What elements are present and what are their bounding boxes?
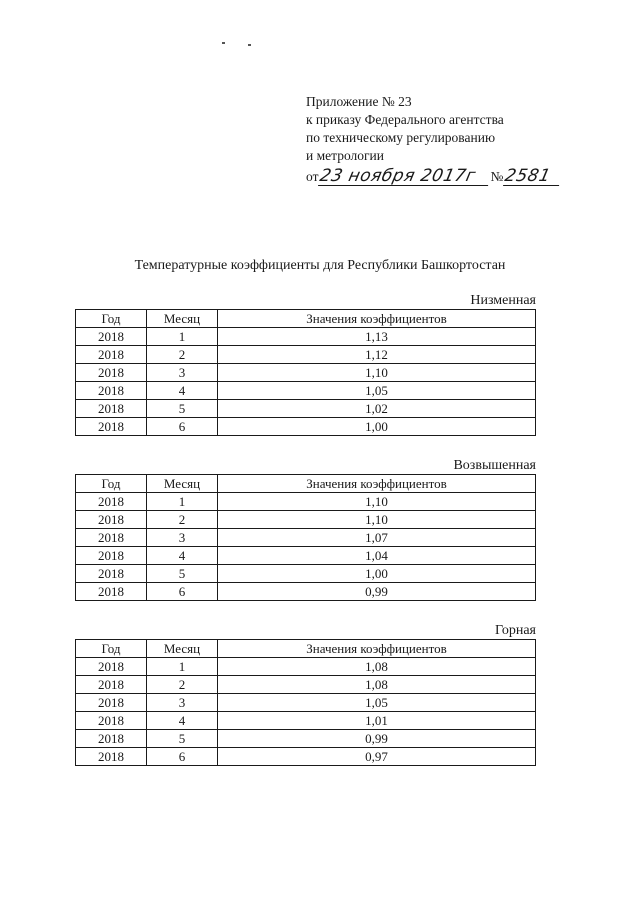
value-cell: 1,05 <box>218 382 536 400</box>
table-row <box>76 493 536 511</box>
value-cell: 1,08 <box>218 676 536 694</box>
year-cell: 2018 <box>76 346 147 364</box>
month-cell: 4 <box>147 712 218 730</box>
value-cell: 1,08 <box>218 658 536 676</box>
table-row <box>76 364 536 382</box>
number-prefix: № <box>490 169 504 184</box>
year-cell: 2018 <box>76 712 147 730</box>
year-column-header: Год <box>76 640 147 658</box>
month-cell: 3 <box>147 694 218 712</box>
table-row <box>76 511 536 529</box>
month-cell: 6 <box>147 748 218 766</box>
month-cell: 1 <box>147 328 218 346</box>
order-date-number <box>306 167 561 186</box>
table-section-mountain <box>75 623 536 766</box>
table-row <box>76 748 536 766</box>
coefficients-table <box>75 474 536 601</box>
table-row <box>76 583 536 601</box>
agency-line: по техническому регулированию <box>306 130 496 145</box>
year-cell: 2018 <box>76 364 147 382</box>
table-header-row <box>76 310 536 328</box>
value-cell: 0,99 <box>218 730 536 748</box>
value-cell: 0,99 <box>218 583 536 601</box>
year-cell: 2018 <box>76 400 147 418</box>
value-cell: 0,97 <box>218 748 536 766</box>
year-column-header: Год <box>76 310 147 328</box>
section-label: Возвышенная <box>453 458 536 473</box>
year-cell: 2018 <box>76 730 147 748</box>
section-label: Горная <box>494 623 536 638</box>
month-column-header: Месяц <box>147 475 218 493</box>
table-section-lowland <box>75 293 536 436</box>
table-header-row <box>76 640 536 658</box>
month-cell: 3 <box>147 529 218 547</box>
value-column-header: Значения коэффициентов <box>218 475 536 493</box>
appendix-number: Приложение № 23 <box>306 94 412 109</box>
year-column-header: Год <box>76 475 147 493</box>
from-prefix: от <box>306 169 319 184</box>
table-row <box>76 658 536 676</box>
table-row <box>76 328 536 346</box>
month-cell: 5 <box>147 565 218 583</box>
year-cell: 2018 <box>76 493 147 511</box>
section-label: Низменная <box>470 293 536 308</box>
table-row <box>76 529 536 547</box>
table-header-row <box>76 475 536 493</box>
value-column-header: Значения коэффициентов <box>218 310 536 328</box>
value-cell: 1,10 <box>218 364 536 382</box>
table-row <box>76 547 536 565</box>
table-row <box>76 565 536 583</box>
value-cell: 1,12 <box>218 346 536 364</box>
scan-speck <box>248 44 251 46</box>
year-cell: 2018 <box>76 694 147 712</box>
value-cell: 1,05 <box>218 694 536 712</box>
metrology-line: и метрологии <box>306 148 384 163</box>
year-cell: 2018 <box>76 529 147 547</box>
table-row <box>76 400 536 418</box>
year-cell: 2018 <box>76 547 147 565</box>
value-cell: 1,02 <box>218 400 536 418</box>
month-cell: 3 <box>147 364 218 382</box>
month-cell: 1 <box>147 493 218 511</box>
value-cell: 1,10 <box>218 493 536 511</box>
coefficients-table <box>75 309 536 436</box>
value-cell: 1,01 <box>218 712 536 730</box>
year-cell: 2018 <box>76 382 147 400</box>
year-cell: 2018 <box>76 583 147 601</box>
order-reference-line: к приказу Федерального агентства <box>306 112 504 127</box>
year-cell: 2018 <box>76 565 147 583</box>
month-cell: 2 <box>147 676 218 694</box>
month-cell: 1 <box>147 658 218 676</box>
month-cell: 6 <box>147 583 218 601</box>
month-cell: 5 <box>147 400 218 418</box>
month-column-header: Месяц <box>147 310 218 328</box>
month-cell: 5 <box>147 730 218 748</box>
handwritten-date: 23 ноября 2017г <box>318 167 492 186</box>
scan-speck <box>222 42 225 44</box>
value-cell: 1,13 <box>218 328 536 346</box>
handwritten-order-number: 2581 <box>503 167 563 186</box>
table-row <box>76 730 536 748</box>
year-cell: 2018 <box>76 748 147 766</box>
appendix-header <box>306 93 561 186</box>
month-cell: 4 <box>147 547 218 565</box>
table-row <box>76 346 536 364</box>
month-cell: 2 <box>147 346 218 364</box>
year-cell: 2018 <box>76 676 147 694</box>
table-row <box>76 712 536 730</box>
year-cell: 2018 <box>76 511 147 529</box>
table-row <box>76 694 536 712</box>
coefficients-table <box>75 639 536 766</box>
month-column-header: Месяц <box>147 640 218 658</box>
year-cell: 2018 <box>76 328 147 346</box>
value-cell: 1,00 <box>218 418 536 436</box>
month-cell: 6 <box>147 418 218 436</box>
year-cell: 2018 <box>76 658 147 676</box>
value-cell: 1,04 <box>218 547 536 565</box>
table-row <box>76 676 536 694</box>
table-row <box>76 418 536 436</box>
document-title: Температурные коэффициенты для Республики Башкортостан <box>134 258 506 273</box>
value-cell: 1,07 <box>218 529 536 547</box>
month-cell: 2 <box>147 511 218 529</box>
table-row <box>76 382 536 400</box>
value-column-header: Значения коэффициентов <box>218 640 536 658</box>
table-section-upland <box>75 458 536 601</box>
month-cell: 4 <box>147 382 218 400</box>
value-cell: 1,10 <box>218 511 536 529</box>
value-cell: 1,00 <box>218 565 536 583</box>
year-cell: 2018 <box>76 418 147 436</box>
